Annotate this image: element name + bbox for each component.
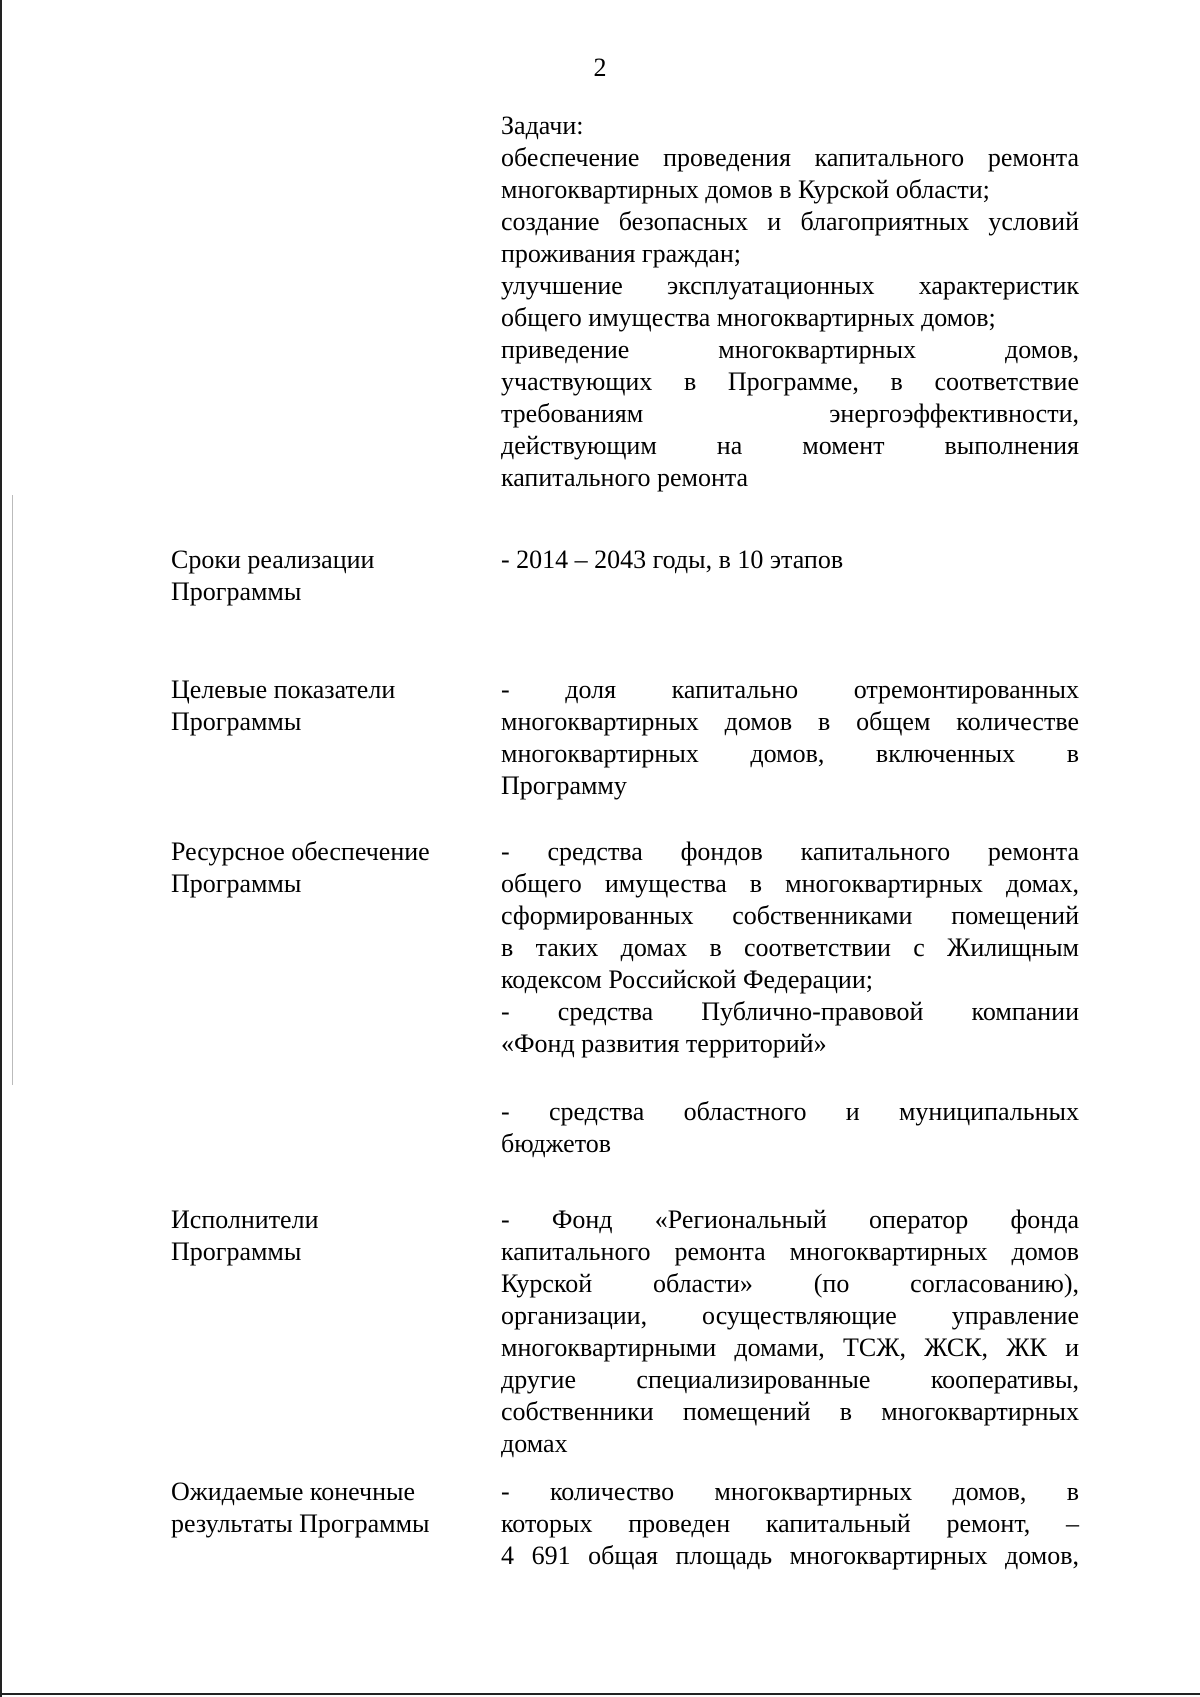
value-line: организации, осуществляющие управление xyxy=(501,1301,1079,1330)
value-line: бюджетов xyxy=(501,1129,612,1158)
tasks-heading: Задачи: xyxy=(501,111,584,140)
label-line: Исполнители xyxy=(171,1205,319,1234)
row-label-targets xyxy=(171,674,471,738)
value-line: - доля капитально отремонтированных xyxy=(501,675,1079,704)
tasks-line: обеспечение проведения капитального ремонта xyxy=(501,143,1079,172)
row-value-results xyxy=(501,1476,1079,1572)
row-value-resources xyxy=(501,836,1079,1060)
value-line: многоквартирных домов, включенных в xyxy=(501,739,1079,768)
value-line: общего имущества в многоквартирных домах, xyxy=(501,869,1079,898)
value-line: - средства Публично-правовой компании xyxy=(501,997,1079,1026)
value-line: Курской области» (по согласованию), xyxy=(501,1269,1079,1298)
value-line: многоквартирными домами, ТСЖ, ЖСК, ЖК и xyxy=(501,1333,1079,1362)
label-line: результаты Программы xyxy=(171,1509,430,1538)
scan-mark xyxy=(12,495,13,1085)
label-line: Программы xyxy=(171,707,302,736)
label-line: Ресурсное обеспечение xyxy=(171,837,430,866)
page-number: 2 xyxy=(593,53,607,82)
tasks-line: приведение многоквартирных домов, xyxy=(501,335,1079,364)
value-line: Программу xyxy=(501,771,627,800)
tasks-line: действующим на момент выполнения xyxy=(501,431,1079,460)
value-line: кодексом Российской Федерации; xyxy=(501,965,873,994)
value-line: 4 691 общая площадь многоквартирных домов, xyxy=(501,1541,1079,1570)
scan-edge-left xyxy=(0,0,2,1697)
value-line: в таких домах в соответствии с Жилищным xyxy=(501,933,1079,962)
value-line: - средства фондов капитального ремонта xyxy=(501,837,1079,866)
row-label-executors xyxy=(171,1204,471,1268)
value-line: капитального ремонта многоквартирных домов xyxy=(501,1237,1079,1266)
row-value-targets xyxy=(501,674,1079,802)
row-label-results xyxy=(171,1476,471,1540)
label-line: Сроки реализации xyxy=(171,545,375,574)
row-label-terms xyxy=(171,544,471,608)
tasks-line: участвующих в Программе, в соответствие xyxy=(501,367,1079,396)
tasks-block xyxy=(501,110,1079,494)
value-line: другие специализированные кооперативы, xyxy=(501,1365,1079,1394)
label-line: Программы xyxy=(171,1237,302,1266)
label-line: Ожидаемые конечные xyxy=(171,1477,416,1506)
row-label-resources xyxy=(171,836,471,900)
label-line: Программы xyxy=(171,869,302,898)
value-line: многоквартирных домов в общем количестве xyxy=(501,707,1079,736)
value-line: «Фонд развития территорий» xyxy=(501,1029,827,1058)
row-value-resources-budgets xyxy=(501,1096,1079,1160)
label-line: Программы xyxy=(171,577,302,606)
tasks-line: общего имущества многоквартирных домов; xyxy=(501,303,996,332)
tasks-line: многоквартирных домов в Курской области; xyxy=(501,175,990,204)
value-line: собственники помещений в многоквартирных xyxy=(501,1397,1079,1426)
tasks-line: создание безопасных и благоприятных условий xyxy=(501,207,1079,236)
value-line: которых проведен капитальный ремонт, – xyxy=(501,1509,1079,1538)
tasks-line: капитального ремонта xyxy=(501,463,749,492)
scan-edge-bottom xyxy=(0,1693,1200,1695)
tasks-line: улучшение эксплуатационных характеристик xyxy=(501,271,1079,300)
row-value-executors xyxy=(501,1204,1079,1460)
value-line: домах xyxy=(501,1429,568,1458)
tasks-line: проживания граждан; xyxy=(501,239,741,268)
row-value-terms xyxy=(501,544,1079,576)
value-line: - Фонд «Региональный оператор фонда xyxy=(501,1205,1079,1234)
tasks-line: требованиям энергоэффективности, xyxy=(501,399,1079,428)
value-line: сформированных собственниками помещений xyxy=(501,901,1079,930)
value-line: - количество многоквартирных домов, в xyxy=(501,1477,1079,1506)
value-line: - 2014 – 2043 годы, в 10 этапов xyxy=(501,545,844,574)
value-line: - средства областного и муниципальных xyxy=(501,1097,1079,1126)
label-line: Целевые показатели xyxy=(171,675,396,704)
